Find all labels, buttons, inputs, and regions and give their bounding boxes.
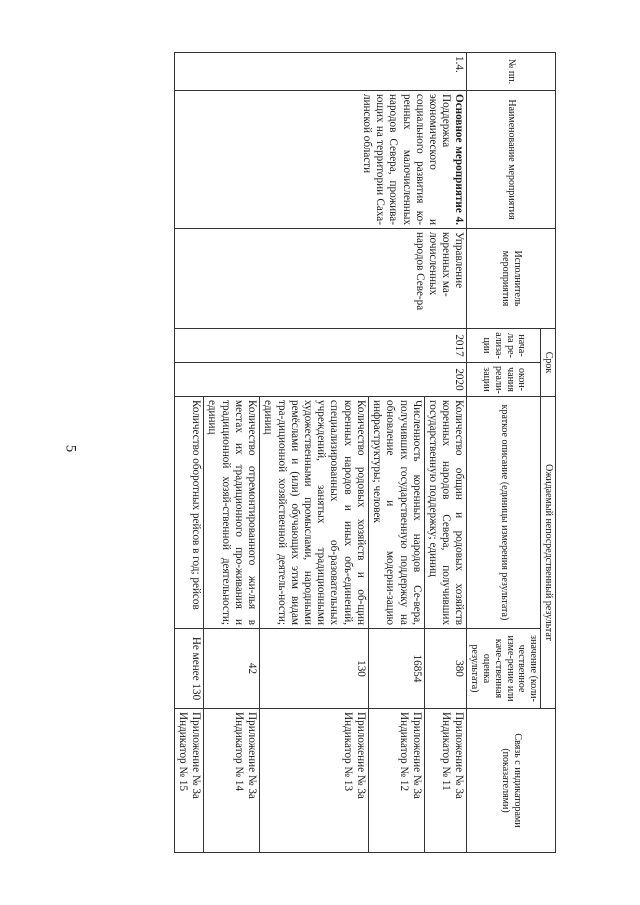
result-value: 130 bbox=[260, 629, 369, 709]
header-result-desc: краткое описание (единицы измерения результата) bbox=[467, 397, 541, 629]
table-rotation-frame bbox=[96, 52, 556, 852]
result-desc: Количество отремонтированного жи-лья в местах их традиционного про-живания и традиционной хозяй-ственной деятельности; единиц bbox=[204, 397, 260, 629]
header-executor: Исполнитель мероприятия bbox=[467, 229, 556, 329]
header-num: № пп. bbox=[467, 53, 556, 91]
result-link: Приложение № 3а Индикатор № 11 bbox=[424, 709, 467, 853]
result-link: Приложение № 3а Индикатор № 12 bbox=[368, 709, 424, 853]
result-desc: Количество общин и родовых хозяйств коренных народов Севера, получивших государственную поддержку; единиц bbox=[424, 397, 467, 629]
result-value: Не менее 130 bbox=[174, 629, 203, 709]
header-end: окон-чания реали-зации bbox=[467, 363, 541, 397]
header-name: Наименование мероприятия bbox=[467, 91, 556, 229]
header-link: Связь с индикаторами (показателями) bbox=[467, 709, 556, 853]
row-num: 1.4. bbox=[174, 53, 467, 91]
row-executor: Управление коренных ма-лочисленных народов Севе-ра bbox=[174, 229, 467, 329]
result-link: Приложение № 3а Индикатор № 15 bbox=[174, 709, 203, 853]
result-desc: Численность коренных народов Се-вера, получивших государственную поддержку на обновление и модерни-зацию инфраструктуры; человек bbox=[368, 397, 424, 629]
result-link: Приложение № 3а Индикатор № 13 bbox=[260, 709, 369, 853]
header-term: Срок bbox=[541, 329, 556, 397]
rotated-table-container bbox=[96, 52, 556, 852]
row-name-bold: Основное мероприятие 4. bbox=[453, 94, 466, 225]
result-value: 16854 bbox=[368, 629, 424, 709]
row-end: 2020 bbox=[174, 363, 467, 397]
header-result-value: значение (коли-чественное изме-рение или каче-ственная оценка результата) bbox=[467, 629, 541, 709]
page-number: 5 bbox=[62, 444, 79, 453]
row-start: 2017 bbox=[174, 329, 467, 363]
header-start: нача-ла ре-ализа-ции bbox=[467, 329, 541, 363]
result-value: 380 bbox=[424, 629, 467, 709]
activities-table bbox=[174, 52, 556, 853]
result-desc: Количество оборотных рейсов в год; рейсов bbox=[174, 397, 203, 629]
header-result: Ожидаемый непосредственный результат bbox=[541, 397, 556, 709]
result-desc: Количество родовых хозяйств и об-щин коренных народов и иных объ-единений, специализированных об-разовательных учреждений, занятых традиционными художественными промыслами, народными ремёслами и (или) обучающих этим видам тра-диционной хозяйственной деятель-ности; единиц bbox=[260, 397, 369, 629]
result-value: 42 bbox=[204, 629, 260, 709]
table-row bbox=[424, 53, 467, 853]
result-link: Приложение № 3а Индикатор № 14 bbox=[204, 709, 260, 853]
row-name-rest: Поддержка экономического и социального развития ко-ренных малочисленных народов Севера, прожива-ющих на территории Саха-линской области bbox=[360, 94, 453, 225]
row-name bbox=[174, 91, 467, 229]
